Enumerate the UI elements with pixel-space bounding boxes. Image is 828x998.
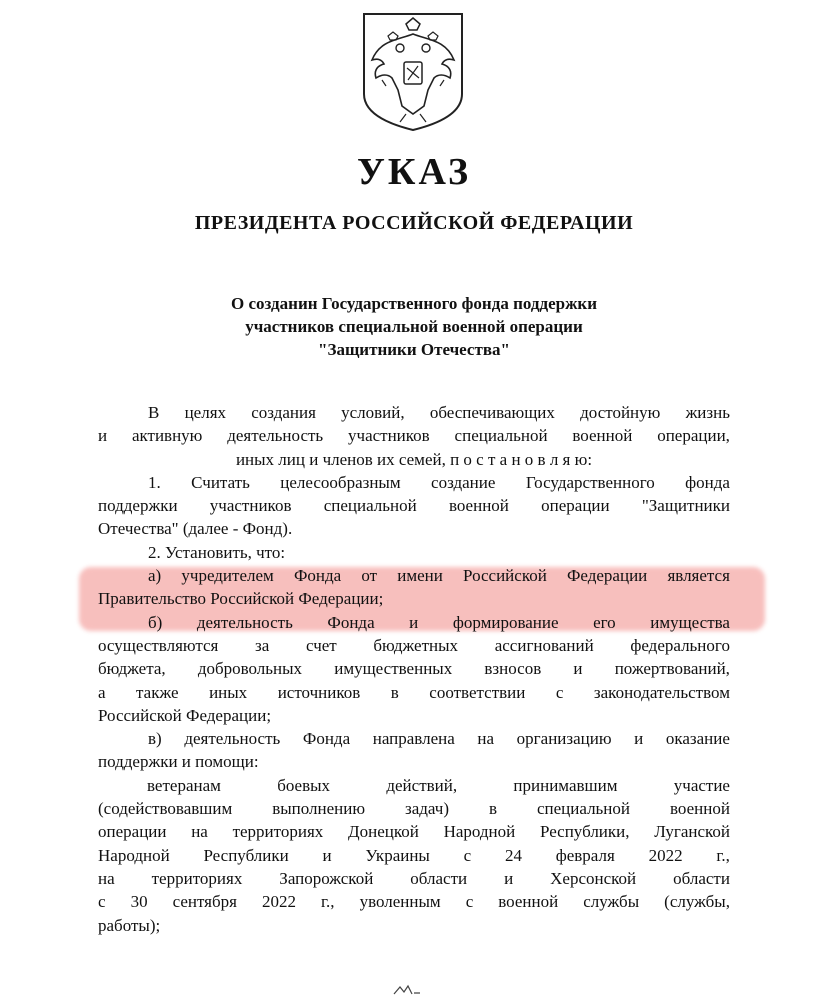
body-line (98, 704, 730, 727)
body-word: области (410, 868, 468, 888)
body-line (98, 750, 730, 773)
body-word: уволенным (359, 892, 441, 912)
body-word: его (593, 612, 616, 632)
body-word: и (322, 845, 332, 865)
body-word: условий, (341, 403, 405, 422)
body-word: Украины (365, 845, 430, 865)
document-title: УКАЗ (357, 151, 471, 193)
body-word: направлена (372, 729, 455, 749)
body-word: г., (321, 892, 335, 912)
body-line (98, 471, 730, 494)
body-word: достойную (580, 403, 661, 422)
body-word: работы); (98, 915, 161, 935)
body-word: в (390, 682, 399, 702)
body-word: источников (277, 682, 361, 702)
body-word: участников (348, 426, 430, 446)
body-word: пожертвований, (614, 659, 730, 679)
body-word: военной (448, 496, 509, 516)
body-word: оказание (665, 729, 730, 749)
body-word: операции, (657, 426, 730, 446)
body-word: целесообразным (280, 472, 401, 492)
decree-body (98, 401, 730, 937)
body-word: соответствии (429, 682, 526, 702)
body-word: Считать (191, 472, 250, 492)
body-word: В (148, 403, 160, 422)
body-word: Федерации (566, 566, 648, 586)
body-word: 30 (130, 892, 148, 912)
body-word: с (555, 682, 564, 702)
body-word: Фонда (327, 612, 375, 632)
body-word: ветеранам (147, 775, 221, 795)
body-word: федерального (630, 635, 730, 655)
body-word: Народной (98, 845, 170, 865)
body-word: фонда (685, 472, 730, 492)
body-word: иных лиц и членов их семей, п о с т а н о в л я ю: (235, 449, 593, 469)
body-word: бюджета, (98, 659, 166, 679)
decree-heading-line: участников специальной военной операции (245, 317, 583, 336)
body-word: б) (148, 612, 163, 632)
body-word: Российской (463, 566, 547, 586)
body-word: Народной (443, 822, 516, 842)
decree-heading-line: О созданин Государственного фонда поддержки (231, 294, 597, 313)
body-word: с (463, 845, 472, 865)
body-word: Российской Федерации; (98, 705, 272, 725)
body-word: создание (431, 472, 496, 492)
body-word: 2022 (648, 845, 683, 865)
body-word: и (573, 659, 583, 679)
body-word: на (98, 868, 115, 888)
body-word: операции (98, 822, 167, 842)
body-word: от (361, 566, 378, 586)
body-line (98, 401, 730, 424)
body-word: в (488, 799, 498, 819)
body-line (98, 424, 730, 447)
body-word: Республики, (539, 822, 630, 842)
body-word: Отечества" (далее - Фонд). (98, 519, 293, 539)
body-line (98, 797, 730, 820)
body-word: и (409, 612, 419, 632)
body-word: имущественных (334, 659, 453, 679)
body-word: за (255, 635, 270, 655)
body-word: участие (673, 775, 730, 795)
body-word: является (667, 566, 730, 586)
body-line (98, 494, 730, 517)
body-word: Фонда (302, 729, 351, 749)
body-word: формирование (452, 612, 559, 632)
body-word: военной (498, 892, 559, 912)
decree-heading-line: "Защитники Отечества" (318, 340, 510, 359)
body-word: 24 (504, 845, 522, 865)
body-line (98, 587, 730, 610)
body-word: поддержки (98, 496, 178, 516)
body-word: (службы, (664, 892, 730, 912)
body-word: 1. (148, 472, 161, 492)
decree-heading (0, 292, 828, 361)
body-word: деятельность (184, 729, 281, 749)
body-word: сентября (172, 892, 237, 912)
body-word: с (465, 892, 474, 912)
body-word: деятельность (227, 426, 324, 446)
body-word: на (477, 729, 495, 749)
body-word: поддержки и помощи: (98, 752, 259, 772)
body-word: операции (541, 496, 610, 516)
body-word: жизнь (685, 403, 730, 422)
body-word: (содействовавшим (98, 799, 233, 819)
body-word: Фонда (293, 566, 342, 586)
body-line (98, 611, 730, 634)
body-word: осуществляются (98, 635, 219, 655)
body-line (98, 914, 730, 937)
body-word: области (673, 868, 730, 888)
body-word: специальной (536, 799, 630, 819)
body-word: а) (148, 566, 162, 586)
body-word: имени (397, 566, 443, 586)
body-word: 2022 (261, 892, 296, 912)
body-line (98, 820, 730, 843)
body-word: и (504, 868, 514, 888)
body-word: Республики (203, 845, 289, 865)
body-word: ассигнований (494, 635, 594, 655)
body-word: военной (669, 799, 730, 819)
body-word: Луганской (654, 822, 730, 842)
body-word: Херсонской (550, 868, 637, 888)
body-word: а (98, 682, 106, 702)
body-line (98, 774, 730, 797)
body-word: добровольных (197, 659, 303, 679)
body-word: боевых (277, 775, 331, 795)
body-word: специальной (454, 426, 548, 446)
body-word: законодательством (593, 682, 730, 702)
body-word: Запорожской (279, 868, 374, 888)
body-word: г., (716, 845, 730, 865)
body-line (98, 541, 730, 564)
body-word: деятельность (196, 612, 293, 632)
body-word: активную (131, 426, 203, 446)
body-word: создания (251, 403, 316, 422)
body-line (98, 844, 730, 867)
body-word: специальной (323, 496, 417, 516)
body-line (98, 727, 730, 750)
coat-of-arms-emblem (358, 10, 468, 134)
body-word: службы (583, 892, 640, 912)
body-word: в) (148, 729, 162, 749)
body-line (98, 517, 730, 540)
body-word: бюджетных (373, 635, 459, 655)
body-word: участников (209, 496, 292, 516)
body-word: принимавшим (513, 775, 618, 795)
body-word: взносов (484, 659, 542, 679)
body-word: Донецкой (348, 822, 419, 842)
body-word: действий, (386, 775, 458, 795)
body-line (98, 634, 730, 657)
body-line (98, 448, 730, 471)
body-word: организацию (516, 729, 612, 749)
body-word: и (98, 426, 108, 446)
body-word: также (136, 682, 179, 702)
body-word: имущества (650, 612, 730, 632)
body-word: иных (209, 682, 248, 702)
body-word: выполнению (272, 799, 366, 819)
body-line (98, 657, 730, 680)
body-word: целях (184, 403, 227, 422)
body-word: задач) (405, 799, 450, 819)
body-word: счет (305, 635, 337, 655)
body-word: на (191, 822, 208, 842)
body-word: обеспечивающих (429, 403, 555, 422)
body-word: территориях (232, 822, 324, 842)
body-line (98, 564, 730, 587)
body-word: 2. Установить, что: (148, 542, 286, 562)
body-word: территориях (151, 868, 243, 888)
body-word: с (98, 892, 106, 912)
body-line (98, 681, 730, 704)
document-subtitle: ПРЕЗИДЕНТА РОССИЙСКОЙ ФЕДЕРАЦИИ (194, 212, 634, 234)
body-word: военной (572, 426, 633, 446)
body-line (98, 890, 730, 913)
body-line (98, 867, 730, 890)
body-word: Правительство Российской Федерации; (98, 589, 384, 609)
body-word: учредителем (181, 566, 274, 586)
page-footer-mark (392, 984, 422, 996)
body-word: "Защитники (641, 496, 730, 516)
body-word: и (634, 729, 644, 749)
body-word: Государственного (525, 472, 655, 492)
body-word: февраля (555, 845, 615, 865)
